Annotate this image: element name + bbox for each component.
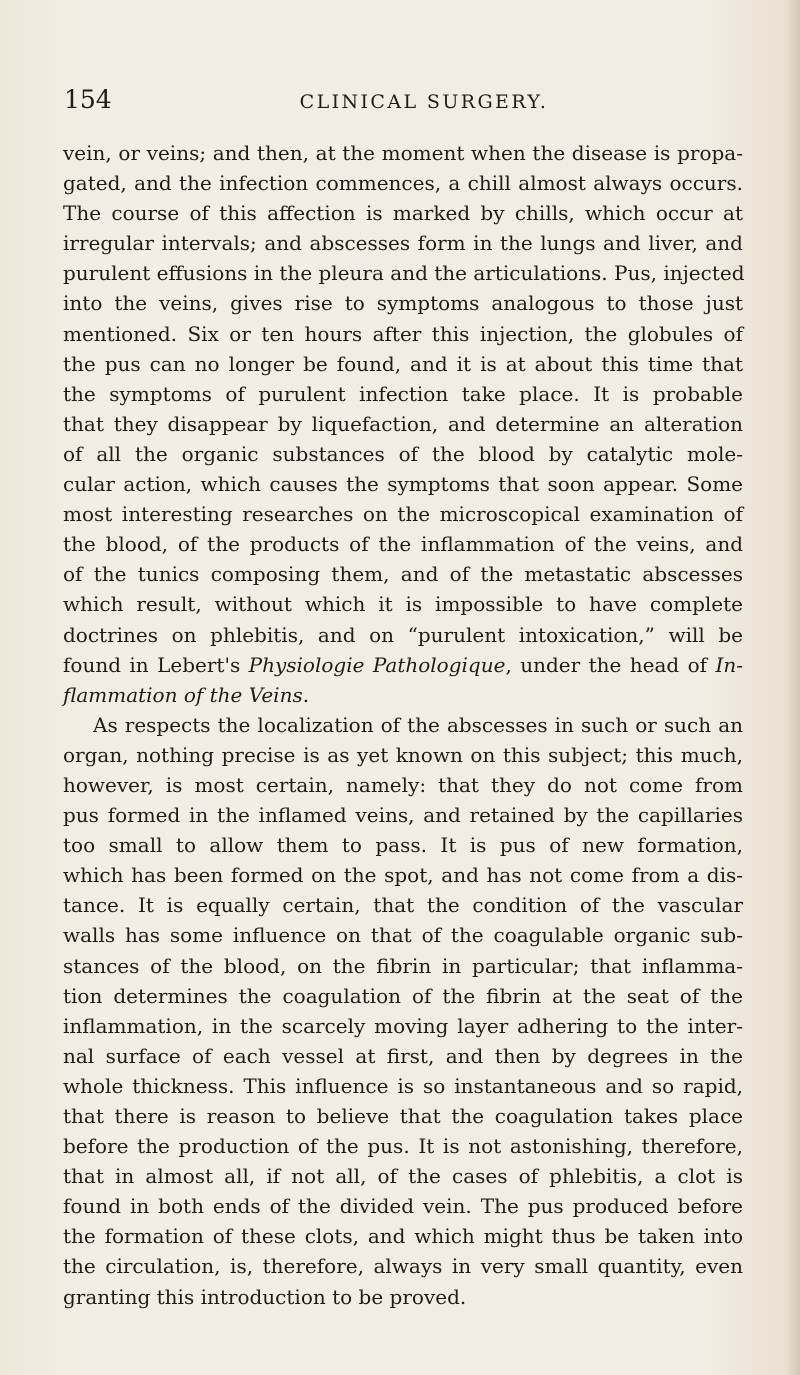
text-line: found in both ends of the divided vein. The pus produced before (63, 1194, 743, 1219)
cited-book-title: Physiologie Pathologique (248, 652, 506, 677)
text-line-with-citation (63, 650, 743, 680)
text-line: of all the organic substances of the blood by catalytic mole- (63, 441, 743, 466)
text-line: mentioned. Six or ten hours after this injection, the globules of (63, 321, 743, 346)
citation-middle: , under the head of (505, 652, 716, 677)
text-line: The course of this affection is marked by chills, which occur at (63, 201, 743, 226)
text-line: the circulation, is, therefore, always in very small quantity, even (63, 1254, 743, 1279)
text-line-with-citation-end (63, 680, 743, 710)
text-line: the blood, of the products of the inflammation of the veins, and (63, 532, 743, 557)
text-line: cular action, which causes the symptoms that soon appear. Some (63, 472, 743, 497)
running-head: CLINICAL SURGERY. (299, 91, 549, 113)
text-line: doctrines on phlebitis, and on “purulent intoxication,” will be (63, 622, 743, 647)
text-line: the formation of these clots, and which might thus be taken into (63, 1224, 743, 1249)
body-text (63, 138, 743, 1312)
text-line: the pus can no longer be found, and it is at about this time that (63, 351, 743, 376)
text-line: of the tunics composing them, and of the metastatic abscesses (63, 562, 743, 587)
citation-period: . (302, 682, 310, 707)
text-line: irregular intervals; and abscesses form in the lungs and liver, and (63, 231, 743, 256)
text-line: however, is most certain, namely: that they do not come from (63, 772, 743, 797)
text-line: stances of the blood, on the fibrin in particular; that inflamma- (63, 953, 743, 978)
text-line: too small to allow them to pass. It is pus of new formation, (63, 833, 743, 858)
cited-section-title-start: In- (715, 652, 743, 677)
text-line: the symptoms of purulent infection take place. It is probable (63, 381, 743, 406)
text-line: that there is reason to believe that the coagulation takes place (63, 1104, 743, 1128)
paragraph-last-line: granting this introduction to be proved. (63, 1284, 467, 1309)
paragraph-first-line: As respects the localization of the abscesses in such or such an (93, 712, 743, 737)
text-line: walls has some influence on that of the coagulable organic sub- (63, 923, 743, 948)
page-edge-shadow (786, 0, 800, 1375)
text-line: into the veins, gives rise to symptoms analogous to those just (63, 291, 743, 316)
text-line: tance. It is equally certain, that the condition of the vascular (63, 893, 743, 918)
text-line: before the production of the pus. It is not astonishing, therefore, (63, 1134, 743, 1159)
text-line: which has been formed on the spot, and has not come from a dis- (63, 863, 743, 888)
cited-section-title-end: flammation of the Veins (63, 682, 303, 707)
text-line: vein, or veins; and then, at the moment when the disease is propa- (63, 141, 743, 165)
text-line: which result, without which it is impossible to have complete (63, 592, 743, 617)
text-line: gated, and the infection commences, a chill almost always occurs. (63, 171, 743, 196)
text-line: pus formed in the inflamed veins, and retained by the capillaries (63, 803, 743, 828)
text-line: purulent effusions in the pleura and the articulations. Pus, injected (63, 261, 745, 286)
text-line: organ, nothing precise is as yet known on this subject; this much, (63, 742, 743, 767)
text-line: inflammation, in the scarcely moving layer adhering to the inter- (63, 1013, 743, 1038)
page-header (64, 86, 736, 118)
text-line: that in almost all, if not all, of the cases of phlebitis, a clot is (63, 1164, 743, 1189)
text-line: tion determines the coagulation of the fibrin at the seat of the (63, 983, 743, 1008)
citation-prefix: found in Lebert's (63, 652, 249, 677)
text-line: most interesting researches on the microscopical examination of (63, 502, 743, 527)
text-line: that they disappear by liquefaction, and determine an alteration (63, 411, 743, 436)
page-number: 154 (64, 85, 112, 114)
text-line: whole thickness. This influence is so instantaneous and so rapid, (63, 1073, 743, 1098)
text-line: nal surface of each vessel at first, and then by degrees in the (63, 1043, 743, 1068)
